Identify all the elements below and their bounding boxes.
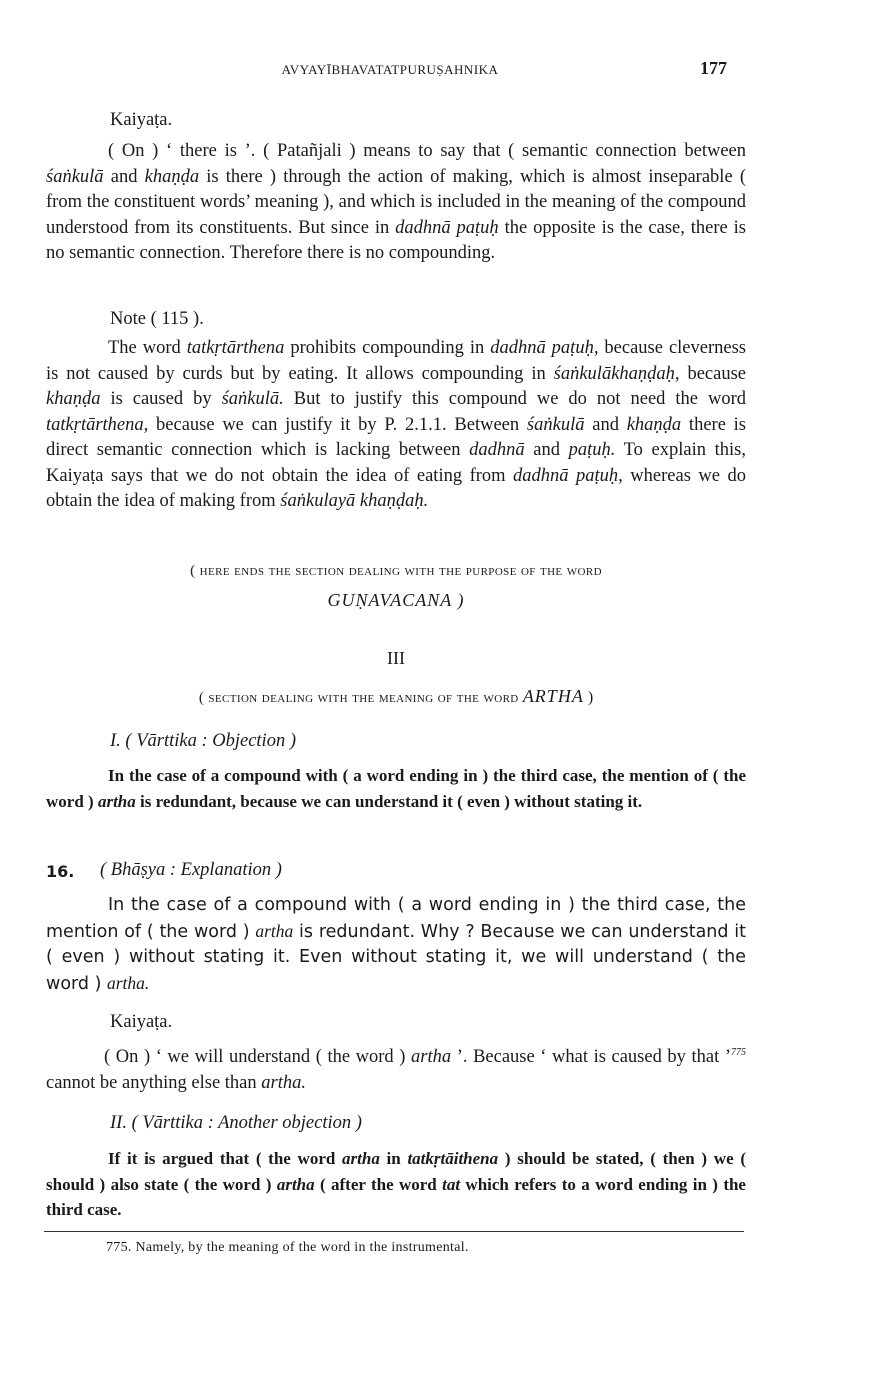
- kaiyata2-label: Kaiyaṭa.: [110, 1012, 173, 1032]
- bhasya-paragraph: In the case of a compound with ( a word ending in ) the third case, the mention of ( the word ) artha is redundant. Why ? Because we can understand it ( even ) without stating it. Even without stating it, we will understand ( the word ) artha.: [46, 895, 746, 994]
- section-numeral: III: [387, 648, 405, 668]
- footnote-rule: [44, 1231, 744, 1232]
- varttika1-text: In the case of a compound with ( a word ending in ) the third case, the mention of ( the word ) artha is redundant, because we can understand it ( even ) without stating it.: [46, 766, 746, 811]
- kaiyata-label: Kaiyaṭa.: [110, 110, 173, 130]
- note-paragraph: The word tatkṛtārthena prohibits compounding in dadhnā paṭuḥ, because cleverness is not caused by curds but by eating. It allows compounding in śaṅkulākhaṇḍaḥ, because khaṇḍa is caused by śaṅkulā. But to justify this compound we do not need the word tatkṛtārthena, because we can justify it by P. 2.1.1. Between śaṅkulā and khaṇḍa there is direct semantic connection which is lacking between dadhnā and paṭuḥ. To explain this, Kaiyaṭa says that we do not obtain the idea of eating from dadhnā paṭuḥ, whereas we do obtain the idea of making from śaṅkulayā khaṇḍaḥ.: [46, 338, 746, 511]
- footnote: 775. Namely, by the meaning of the word in the instrumental.: [106, 1240, 469, 1255]
- running-header: AVYAYĪBHAVATATPURUṢAHNIKA: [281, 62, 499, 77]
- varttika2-heading: II. ( Vārttika : Another objection ): [110, 1113, 362, 1133]
- bhasya-number: 16.: [46, 862, 75, 881]
- section-end-line2: GUṆAVACANA ): [327, 590, 465, 610]
- bhasya-heading: ( Bhāṣya : Explanation ): [100, 860, 282, 880]
- page-number: 177: [700, 58, 727, 78]
- section-end-line1: ( here ends the section dealing with the purpose of the word: [190, 563, 602, 579]
- section-title: ( section dealing with the meaning of the word ARTHA ): [198, 686, 594, 706]
- varttika1-heading: I. ( Vārttika : Objection ): [110, 731, 296, 751]
- varttika2-text: If it is argued that ( the word artha in tatkṛtāithena ) should be stated, ( then ) we ( should ) also state ( the word ) artha ( after the word tat which refers to a word ending in ) the third case.: [46, 1149, 746, 1219]
- kaiyata-paragraph: ( On ) ‘ there is ’. ( Patañjali ) means to say that ( semantic connection between śaṅkulā and khaṇḍa is there ) through the action of making, which is almost inseparable ( from the constituent words’ meaning ), and which is included in the meaning of the compound understood from its constituents. But since in dadhnā paṭuḥ the opposite is the case, there is no semantic connection. Therefore there is no compounding.: [46, 141, 746, 263]
- kaiyata2-paragraph: ( On ) ‘ we will understand ( the word ) artha ’. Because ‘ what is caused by that ’$^{775}$ cannot be anything else than artha.: [46, 1047, 746, 1093]
- note-label: Note ( 115 ).: [110, 309, 204, 329]
